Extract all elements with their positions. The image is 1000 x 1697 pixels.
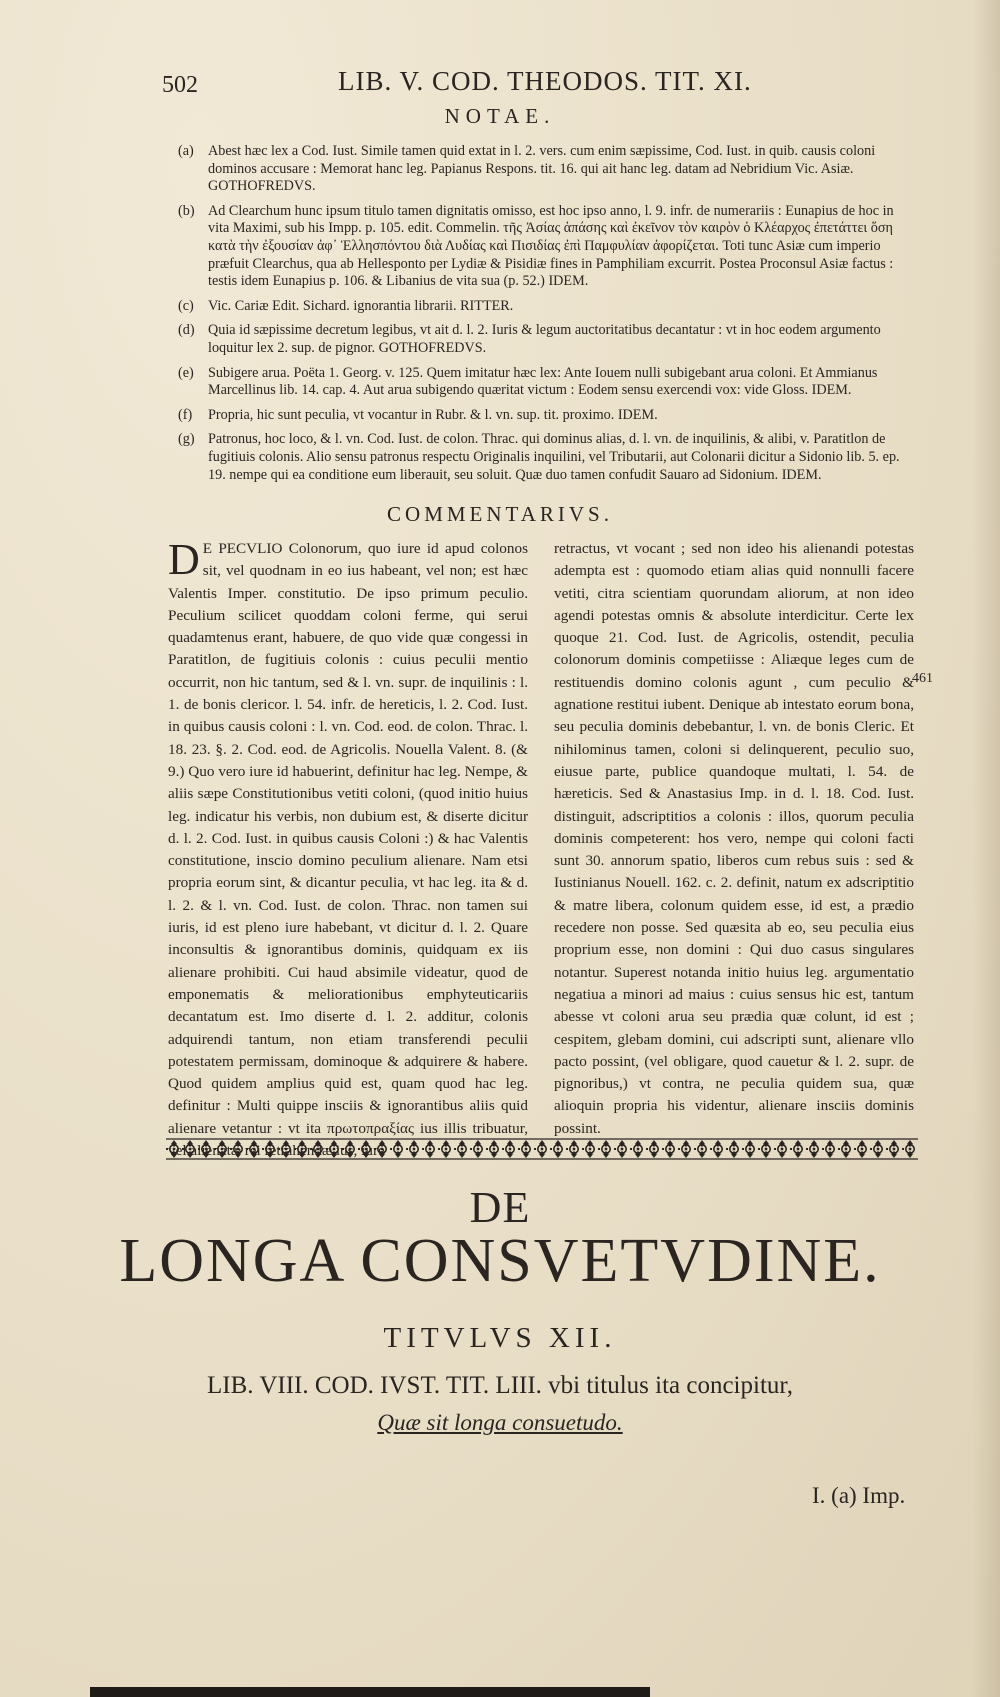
note-a bbox=[178, 143, 918, 196]
note-text: Propria, hic sunt peculia, vt vocantur in Rubr. & l. vn. sup. tit. proximo. IDEM. bbox=[208, 406, 658, 423]
note-label: (g) bbox=[178, 431, 195, 448]
note-label: (f) bbox=[178, 406, 193, 423]
note-text: Patronus, hoc loco, & l. vn. Cod. Iust. de colon. Thrac. qui dominus alias, d. l. vn. de inquilinis, & alibi, v. Paratitlon de fugitiuis colonis. Alio sensu patronus respectu Originalis inquilini, vel Tributarii, aut Colonarii dicitur a Sidonio lib. 5. ep. 19. nempe qui ea conditione eum liberauit, seu soluit. Quæ duo tamen confudit Sauaro ad Sidonium. IDEM. bbox=[208, 431, 900, 483]
note-g bbox=[178, 431, 918, 484]
reference-subtitle: Quæ sit longa consuetudo. bbox=[377, 1410, 623, 1435]
catchword: I. (a) Imp. bbox=[812, 1483, 906, 1508]
note-e bbox=[178, 365, 918, 400]
right-column-text: retractus, vt vocant ; sed non ideo his alienandi potestas adempta est : quomodo etiam alias quid nonnulli facere vetiti, citra scientiam quorundam aliorum, at non ideo agendi potestas omnis & absolute interdicitur. Certe lex quoque 21. Cod. Iust. de Agricolis, ostendit, peculia colonorum dominis competiisse : Aliæque leges cum de restituendis domino colonis agunt , cum peculio & agnatione restitui iubent. Denique ab intestato eorum bona, seu peculia dominis debebantur, l. vn. de bonis Cleric. Et nihilominus tamen, coloni si delinquerent, peculio suo, eiusue parte, publice quandoque multati, l. 54. de hæreticis. Sed & Anastasius Imp. in d. l. 18. Cod. Iust. distinguit, adscriptitios a colonis : illos, quorum peculia dominis competerent: hos vero, nempe qui coloni facti sunt 30. annorum spatio, liberos cum rebus suis : sed & Iustinianus Nouell. 162. c. 2. definit, natum ex adscriptitio & matre libera, colonum quidem esse, id est, a prædio recedere non posse. Sed quæsita ab eo, seu peculia eius proprium esse, non domini : Qui duo casus singulares notantur. Superest notanda initio huius leg. argumentatio negatiua a minori ad maius : cuius sensus hic est, tantum abesse vt coloni arua seu prædia quæ colunt, id est ; cespitem, glebam domini, cui adscripti sunt, alienare vllo pacto possint, (vel obligare, quod cauetur & l. 2. supr. de pignoribus,) vt contra, ne peculia quidem sua, quæ alioquin propria his videntur, alienare insciis dominis possint. bbox=[554, 540, 914, 1137]
titulus-heading: TITVLVS XII. bbox=[383, 1322, 617, 1354]
section-title-main: LONGA CONSVETVDINE. bbox=[119, 1227, 881, 1295]
running-title: LIB. V. COD. THEODOS. TIT. XI. bbox=[338, 66, 752, 96]
left-column-text: E PECVLIO Colonorum, quo iure id apud colonos sit, vel quodnam in eo ius habeant, vel non; est hæc Valentis Imper. constitutio. De ipso primum peculio. Peculium scilicet quoddam coloni ferme, qui serui quadamtenus erant, habuere, de quo vide quæ congessi in Paratitlon, de fugitiuis colonis : cuius peculii mentio occurrit, non hic tantum, sed & l. vn. supr. de inquilinis : l. 1. de bonis clericor. l. 54. infr. de hereticis, l. 2. Cod. Iust. in quibus causis coloni : l. vn. Cod. eod. de colon. Thrac. l. 18. 23. §. 2. Cod. eod. de Agricolis. Nouella Valent. 8. (& 9.) Quo vero iure id habuerint, definitur hac leg. Nempe, & aliis sæpe Constitutionibus vetiti coloni, (quod initio huius leg. indicatur his verbis, non dubium est, & diserte dicitur d. l. 2. Cod. Iust. in quibus causis Coloni :) & hac Valentis constitutione, inscio domino peculium alienare. Nam etsi propria eorum sint, & dicantur peculia, vt hac leg. ita & d. l. 2. & l. vn. Cod. Iust. de colon. Thrac. non tamen sui iuris, id est pleno iure habebant, vt dicitur d. l. 2. Quare inconsultis & ignorantibus dominis, quidquam ex iis alienare prohibiti. Cui haud absimile videatur, quod de emponematis & meliorationibus emphyteuticariis decantatum est. Imo diserte d. l. 2. additur, colonis adquirendi tantum, non etiam transferendi peculii potestatem permissam, dominoque & adquirere & habere. Quod quidem amplius quid est, quam quod hac leg. definitur : Multi quippe insciis & ignorantibus aliis quid alienare vetantur : vt ita πρωτοπραξίας ius illis tribuatur, bbox=[168, 540, 528, 1137]
note-text: Ad Clearchum hunc ipsum titulo tamen dignitatis omisso, est hoc ipso anno, l. 9. infr. de numerariis : Eunapius de hoc in vita Maximi, sub his Impp. p. 105. edit. Commelin. τῆς Ἀσίας ἁπάσης καὶ ἐκεῖνον τὸν καιρὸν ὁ Κλέαρχος ἐπετάττει ὅση κατὰ τὴν ἐξουσίαν ἀφ᾽ Ἑλλησπόντου διὰ Λυδίας καὶ Πισιδίας ἐπὶ Παμφυλίαν ἀφορίζεται. Toti tunc Asiæ cum imperio præfuit Clearchus, qua ab Hellesponto per Lydiæ & Pisidiæ fines in Pamphiliam excurrit. Postea Proconsul Asiæ factus : testis idem Eunapius p. 106. & Libanius de vita sua (p. 52.) IDEM. bbox=[208, 202, 894, 290]
ornament-divider bbox=[166, 1138, 918, 1160]
note-text: Abest hæc lex a Cod. Iust. Simile tamen quid extat in l. 2. vers. cum enim sæpissime, Cod. Iust. in quib. causis coloni dominos accusare : Memorat hanc leg. Papianus Respons. tit. 16. qui ait hanc leg. datam ad Nebridium Vic. Asiæ. GOTHOFREDVS. bbox=[208, 143, 876, 195]
note-text: Subigere arua. Poëta 1. Georg. v. 125. Quem imitatur hæc lex: Ante Iouem nulli subigebant arua coloni. Et Ammianus Marcellinus lib. 14. cap. 4. Aut arua subigendo quæritat victum : Eodem sensu exercendi vox: vide Gloss. IDEM. bbox=[208, 364, 878, 399]
note-label: (e) bbox=[178, 364, 194, 381]
page-bottom-edge bbox=[90, 1687, 650, 1697]
page-number: 502 bbox=[162, 72, 198, 98]
note-label: (b) bbox=[178, 202, 195, 219]
commentary-left-column bbox=[168, 535, 528, 1162]
note-c bbox=[178, 298, 918, 316]
note-label: (d) bbox=[178, 322, 195, 339]
note-label: (a) bbox=[178, 143, 194, 159]
notae-heading: NOTAE. bbox=[444, 104, 556, 128]
margin-note: 461 bbox=[912, 671, 933, 686]
note-text: Quia id sæpissime decretum legibus, vt ait d. l. 2. Iuris & legum auctoritatibus decantatur : vt in hoc eodem argumento loquitur lex 2. sup. de pignor. GOTHOFREDVS. bbox=[208, 322, 881, 356]
note-f bbox=[178, 407, 918, 425]
commentary-right-column bbox=[554, 538, 914, 1140]
commentarius-heading: COMMENTARIVS. bbox=[387, 502, 613, 526]
drop-cap: D bbox=[168, 535, 200, 584]
note-label: (c) bbox=[178, 297, 194, 314]
page-header bbox=[162, 66, 922, 102]
reference-line: LIB. VIII. COD. IVST. TIT. LIII. vbi titulus ita concipitur, bbox=[207, 1372, 793, 1399]
page-edge-shadow bbox=[972, 0, 1000, 1697]
note-d bbox=[178, 322, 918, 357]
section-title-de: DE bbox=[469, 1183, 531, 1232]
notes-list bbox=[178, 143, 918, 491]
note-text: Vic. Cariæ Edit. Sichard. ignorantia librarii. RITTER. bbox=[208, 297, 514, 314]
note-b bbox=[178, 203, 918, 291]
